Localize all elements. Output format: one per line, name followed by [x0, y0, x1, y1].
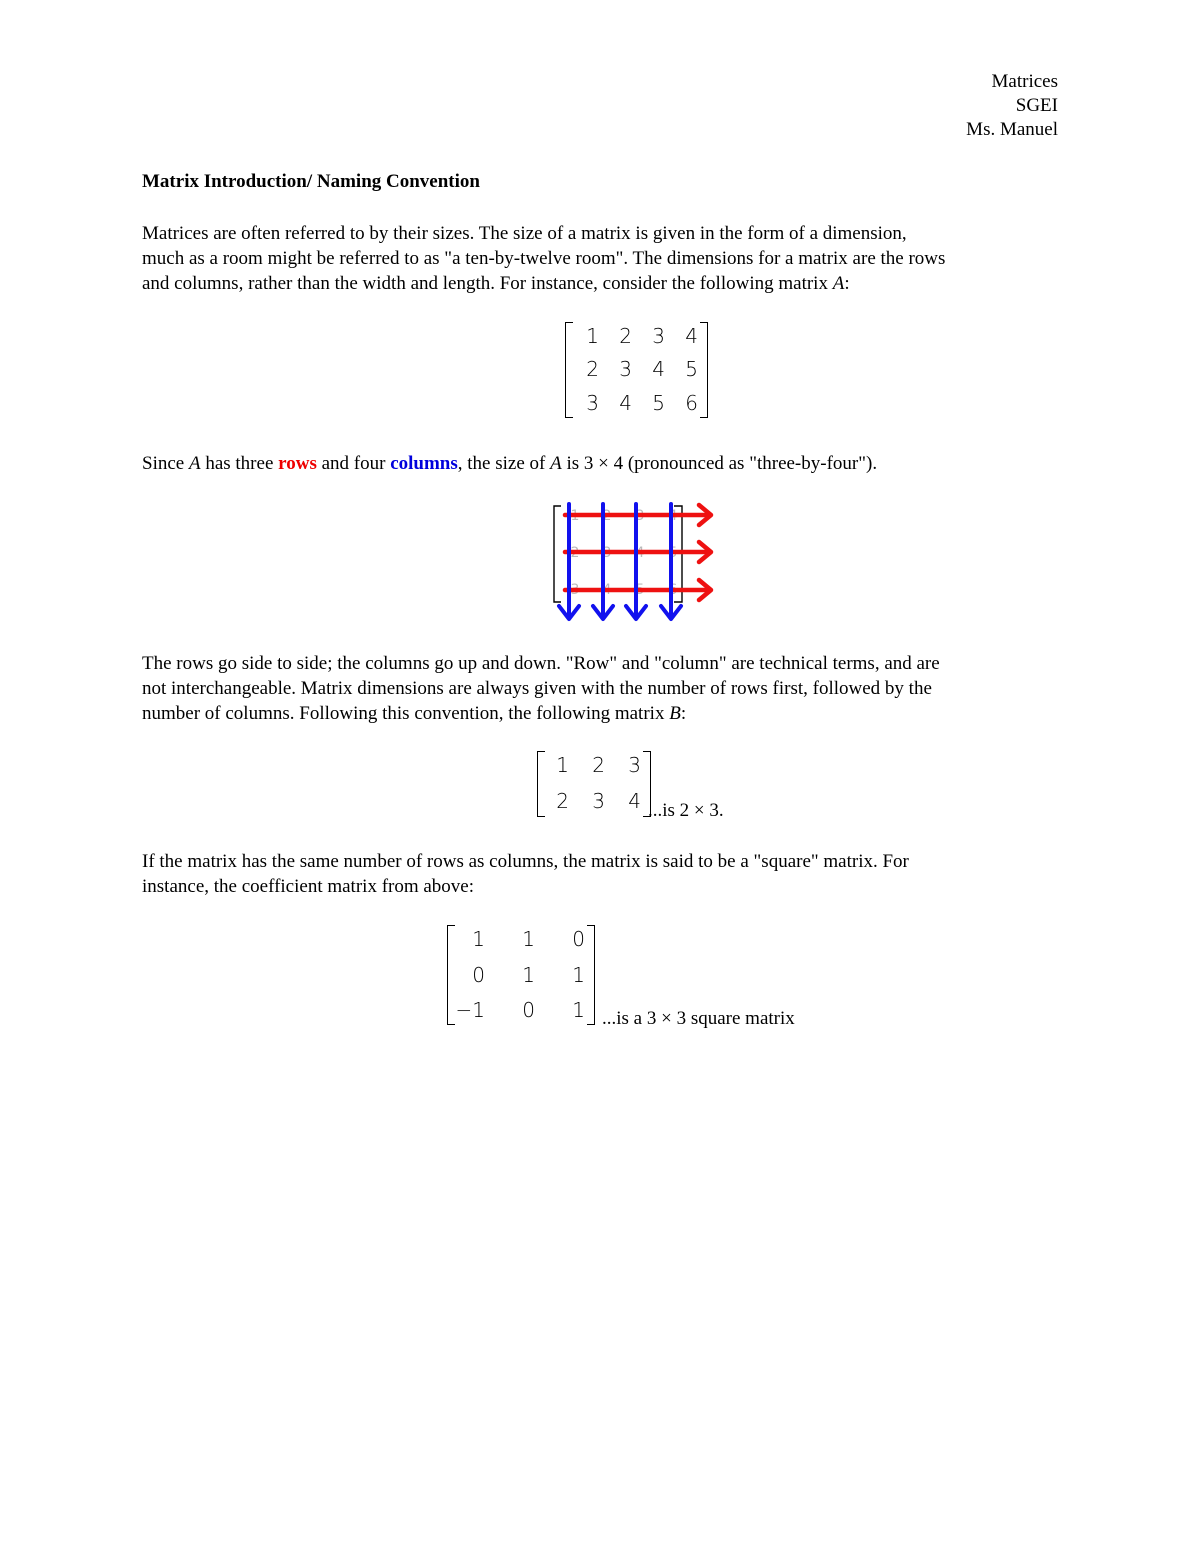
- matrix-cell: 1: [472, 927, 485, 951]
- diagram-cell: 4: [635, 545, 645, 561]
- matrix-cell: 3: [586, 390, 599, 415]
- matrix-a-variable: A: [832, 273, 845, 294]
- matrix-cell: 1: [522, 927, 535, 951]
- matrix-cell: 4: [685, 324, 698, 348]
- intro-paragraph: [142, 221, 1062, 296]
- right-bracket: [587, 925, 595, 1025]
- size-text-1: Since: [142, 453, 189, 474]
- var-a: A: [188, 453, 201, 474]
- matrix-cell: 5: [685, 357, 698, 382]
- convention-line-3-text: number of columns. Following this convention, the following matrix: [142, 703, 670, 724]
- matrix-cell: 2: [619, 324, 632, 348]
- matrix-a-grid: [573, 322, 700, 418]
- size-text-5: is 3 × 4 (pronounced as "three-by-four").: [561, 453, 878, 474]
- size-paragraph: [142, 451, 1062, 476]
- matrix-a: [565, 322, 708, 418]
- rows-word: rows: [278, 453, 317, 474]
- diagram-cell: 6: [668, 582, 678, 598]
- convention-line-2: not interchangeable. Matrix dimensions are always given with the number of rows first, followed by the: [142, 678, 932, 699]
- matrix-b-grid: [545, 751, 643, 817]
- rows-columns-diagram: [545, 498, 725, 628]
- diagram-cell: 4: [602, 582, 612, 598]
- diagram-cell: 4: [668, 508, 678, 524]
- matrix-cell: 0: [522, 998, 535, 1023]
- diagram-cell: 5: [668, 545, 678, 561]
- matrix-c: [447, 925, 595, 1025]
- matrix-cell: 4: [652, 357, 665, 382]
- intro-line-3: [142, 271, 1062, 296]
- matrix-cell: 2: [586, 357, 599, 382]
- matrix-cell: 3: [592, 789, 605, 813]
- intro-line-3-colon: :: [844, 273, 850, 294]
- left-bracket: [447, 925, 455, 1025]
- diagram-left-bracket: [554, 506, 561, 602]
- matrix-cell: 3: [619, 357, 632, 382]
- diagram-cell: 2: [570, 545, 580, 561]
- diagram-cell: 5: [635, 582, 645, 598]
- header-school: SGEI: [1015, 95, 1058, 116]
- matrix-cell: 0: [472, 962, 485, 987]
- matrix-cell: 1: [556, 753, 569, 777]
- matrix-b: [537, 751, 651, 817]
- matrix-cell: −1: [455, 998, 485, 1023]
- convention-line-3: [142, 701, 1062, 726]
- matrix-cell: 0: [572, 927, 585, 951]
- intro-line-3-text: and columns, rather than the width and length. For instance, consider the following matrix: [142, 273, 833, 294]
- matrix-b-caption: ...is 2 × 3.: [648, 800, 724, 821]
- square-line-1: If the matrix has the same number of rows as columns, the matrix is said to be a "square" matrix. For: [142, 851, 909, 872]
- matrix-cell: 3: [628, 753, 641, 777]
- matrix-cell: 1: [572, 998, 585, 1023]
- intro-line-2: much as a room might be referred to as "a ten-by-twelve room". The dimensions for a matrix are the rows: [142, 248, 946, 269]
- matrix-cell: 1: [522, 962, 535, 987]
- page-header: [966, 70, 1058, 142]
- square-paragraph: [142, 849, 1062, 899]
- matrix-c-grid: [455, 925, 587, 1025]
- diagram-cell: 3: [635, 508, 645, 524]
- matrix-cell: 3: [652, 324, 665, 348]
- matrix-b-variable: B: [669, 703, 681, 724]
- matrix-cell: 1: [572, 962, 585, 987]
- matrix-c-caption: ...is a 3 × 3 square matrix: [602, 1008, 795, 1029]
- columns-word: columns: [390, 453, 458, 474]
- diagram-cell: 2: [602, 508, 612, 524]
- size-text-4: , the size of: [457, 453, 551, 474]
- convention-paragraph: [142, 651, 1062, 726]
- size-text-3: and four: [316, 453, 391, 474]
- matrix-cell: 4: [619, 390, 632, 415]
- matrix-cell: 4: [628, 789, 641, 813]
- matrix-cell: 6: [685, 390, 698, 415]
- convention-line-1: The rows go side to side; the columns go up and down. "Row" and "column" are technical terms, and are: [142, 653, 940, 674]
- left-bracket: [537, 751, 545, 817]
- header-subject: Matrices: [991, 71, 1058, 92]
- size-text-2: has three: [200, 453, 279, 474]
- intro-line-1: Matrices are often referred to by their sizes. The size of a matrix is given in the form of a dimension,: [142, 223, 907, 244]
- section-title: Matrix Introduction/ Naming Convention: [142, 171, 480, 192]
- diagram-cell: 3: [570, 582, 580, 598]
- matrix-cell: 2: [556, 789, 569, 813]
- var-a-2: A: [550, 453, 562, 474]
- matrix-cell: 2: [592, 753, 605, 777]
- diagram-cell: 1: [570, 508, 580, 524]
- convention-line-3-colon: :: [680, 703, 687, 724]
- square-line-2: instance, the coefficient matrix from above:: [142, 876, 475, 897]
- matrix-cell: 1: [586, 324, 599, 348]
- header-teacher: Ms. Manuel: [966, 119, 1058, 140]
- right-bracket: [700, 322, 708, 418]
- matrix-cell: 5: [652, 390, 665, 415]
- left-bracket: [565, 322, 573, 418]
- diagram-cell: 3: [602, 545, 612, 561]
